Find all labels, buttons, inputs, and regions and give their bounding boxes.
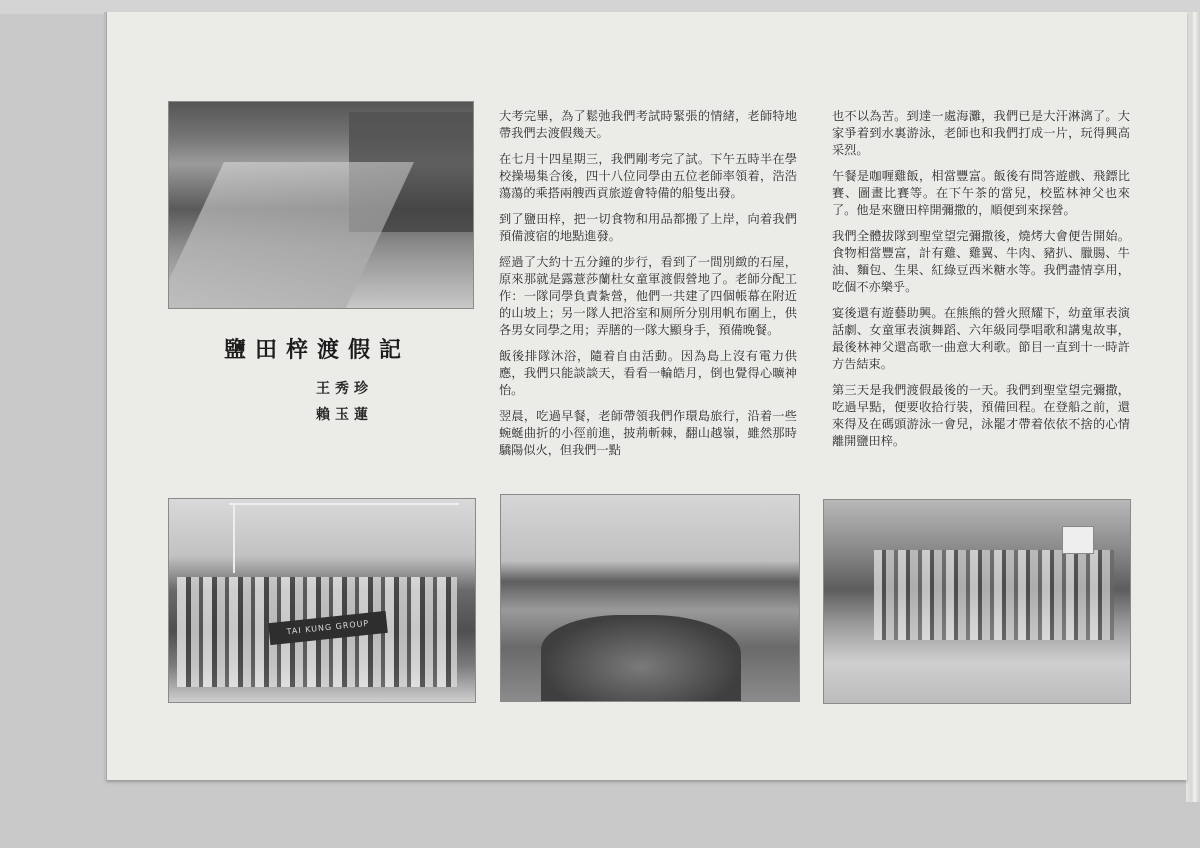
- paragraph: 到了鹽田梓，把一切食物和用品都搬了上岸，向着我們預備渡宿的地點進發。: [499, 212, 797, 243]
- photo-people: [874, 550, 1114, 640]
- photo-frame-post: [233, 503, 235, 573]
- photo-path-area: [168, 162, 414, 309]
- photo-frame-bar: [229, 503, 459, 505]
- photo-signboard: [1062, 526, 1094, 554]
- article-column-left: [499, 108, 797, 468]
- paragraph: 翌晨，吃過早餐，老師帶領我們作環島旅行，沿着一些蜿蜒曲折的小徑前進，披荊斬棘，翻山越嶺，雖然那時驕陽似火，但我們一點: [499, 409, 797, 457]
- paragraph: 午餐是咖喱雞飯，相當豐富。飯後有問答遊戲、飛鏢比賽、圖畫比賽等。在下午茶的當兒，校監林神父也來了。他是來鹽田梓開彌撒的，順便到來探營。: [832, 169, 1130, 217]
- page-edge: [1186, 12, 1200, 802]
- paragraph: 宴後還有遊藝助興。在熊熊的營火照耀下，幼童軍表演話劇、女童軍表演舞蹈、六年級同學唱歌和講鬼故事，最後林神父還高歌一曲意大利歌。節目一直到十一時許方告結束。: [832, 306, 1130, 371]
- article-column-right: [832, 108, 1130, 459]
- author-name: 賴玉蓮: [316, 407, 373, 423]
- paragraph: 也不以為苦。到達一處海灘，我們已是大汗淋漓了。大家爭着到水裏游泳，老師也和我們打成一片，玩得興高采烈。: [832, 109, 1130, 157]
- paragraph: 在七月十四星期三，我們剛考完了試。下午五時半在學校操場集合後，四十八位同學由五位老師率領着，浩浩蕩蕩的乘搭兩艘西貢旅遊會特備的船隻出發。: [499, 152, 797, 200]
- article-title: 鹽田梓渡假記: [224, 337, 411, 363]
- photo-banner: TAI KUNG GROUP: [268, 611, 388, 645]
- photo-children-on-rocks: [500, 494, 800, 702]
- photo-group-banner: [168, 498, 476, 703]
- photo-children-walking-path: [168, 101, 474, 309]
- paragraph: 我們全體拔隊到聖堂望完彌撒後，燒烤大會便告開始。食物相當豐富，計有雞、雞翼、牛肉、豬扒、臘腸、牛油、麵包、生果、紅綠豆西米糖水等。我們盡情享用，吃個不亦樂乎。: [832, 229, 1130, 294]
- paragraph: 飯後排隊沐浴，隨着自由活動。因為島上沒有電力供應，我們只能談談天，看看一輪皓月，倒也覺得心曠神怡。: [499, 349, 797, 397]
- paragraph: 經過了大約十五分鐘的步行，看到了一間別緻的石屋，原來那就是露薏莎蘭杜女童軍渡假營地了。老師分配工作：一隊同學負責紮營，他們一共建了四個帳幕在附近的山坡上；另一隊人把浴室和厕所分別用帆布圍上，供各男女同學之用；弄膳的一隊大顯身手，預備晚餐。: [499, 255, 797, 337]
- photo-campsite-children: [823, 499, 1131, 704]
- author-name: 王秀珍: [316, 381, 373, 397]
- photo-rocks: [541, 615, 741, 701]
- paragraph: 大考完畢，為了鬆弛我們考試時緊張的情緒，老師特地帶我們去渡假幾天。: [499, 109, 797, 140]
- paragraph: 第三天是我們渡假最後的一天。我們到聖堂望完彌撒，吃過早點，便要收拾行裝，預備回程。在登船之前，還來得及在碼頭游泳一會兒，泳罷才帶着依依不捨的心情離開鹽田梓。: [832, 383, 1130, 448]
